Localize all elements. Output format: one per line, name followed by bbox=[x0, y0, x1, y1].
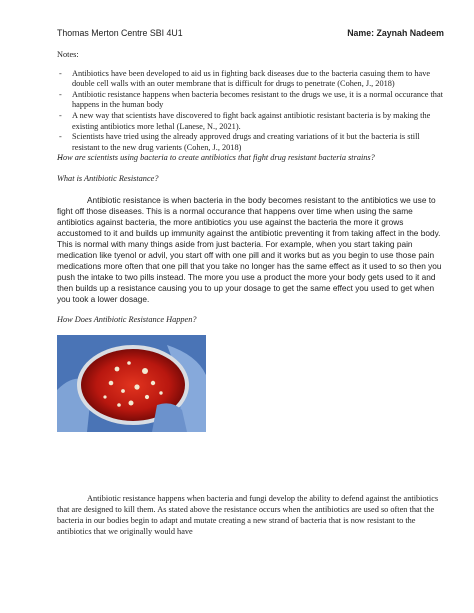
page-header bbox=[57, 28, 444, 38]
section-heading: How Does Antibiotic Resistance Happen? bbox=[57, 314, 197, 324]
research-question: How are scientists using bacteria to create antibiotics that fight drug resistant bacteria strains? bbox=[57, 153, 375, 163]
petri-dish-photo bbox=[57, 335, 206, 432]
note-item: - Antibiotics have been developed to aid us in fighting back diseases due to the bacteria casuing them to have double cell walls with an outer membrane that is difficult for drugs to penetrate (Cohen, J., 2018) bbox=[57, 69, 447, 90]
note-item: - Antibiotic resistance happens when bacteria becomes resistant to the drugs we use, it is a normal occurance that happens in the human body bbox=[57, 90, 447, 111]
document-body bbox=[57, 45, 447, 537]
petri-dish-illustration bbox=[57, 335, 206, 432]
section-paragraph: Antibiotic resistance is when bacteria in the body becomes resistant to the antibiotics we use to fight off those diseases. This is a normal occurance that happens over time when using the same antibiotics against bacteria, the more antibiotics you use against the bacteria the more it grows accustomed to it and builds up immunity against the antibiotic preventing it from taking affect in the body. This is normal with many things aside from just bacteria. For example, when you start taking pain medication like tyenol or advil, you start off with one pill and it works but as you begin to use those pain medications more often that one pill that you take no longer has the same effect as it used to so then you push the intake to two pills instead. The more you use a product the more your body gets used to it and then builds up a resistance causing you to up your dosage to get the same effect you used to get when you took a lower dosage. bbox=[57, 194, 442, 304]
course-label: Thomas Merton Centre SBI 4U1 bbox=[57, 28, 183, 38]
section-heading: What is Antibiotic Resistance? bbox=[57, 173, 159, 183]
notes-label: Notes: bbox=[57, 50, 79, 59]
student-name: Name: Zaynah Nadeem bbox=[347, 28, 444, 38]
section-paragraph: Antibiotic resistance happens when bacteria and fungi develop the ability to defend against the antibiotics that are designed to kill them. As stated above the resistance occurs when the antibiotics are used so often that the bacteria in our bodies begin to adapt and mutate creating a new strand of bacteria that is now resistant to the antibiotics that we originally would have bbox=[57, 494, 439, 536]
notes-list bbox=[57, 69, 447, 154]
note-item: - A new way that scientists have discovered to fight back against antibiotic resistant bacteria is by making the existing antibiotics more lethal (Lanese, N., 2021). bbox=[57, 111, 447, 132]
note-item: - Scientists have tried using the already approved drugs and creating variations of it but the bacteria is still resistant to the new drug varients (Cohen, J., 2018) bbox=[57, 132, 447, 153]
